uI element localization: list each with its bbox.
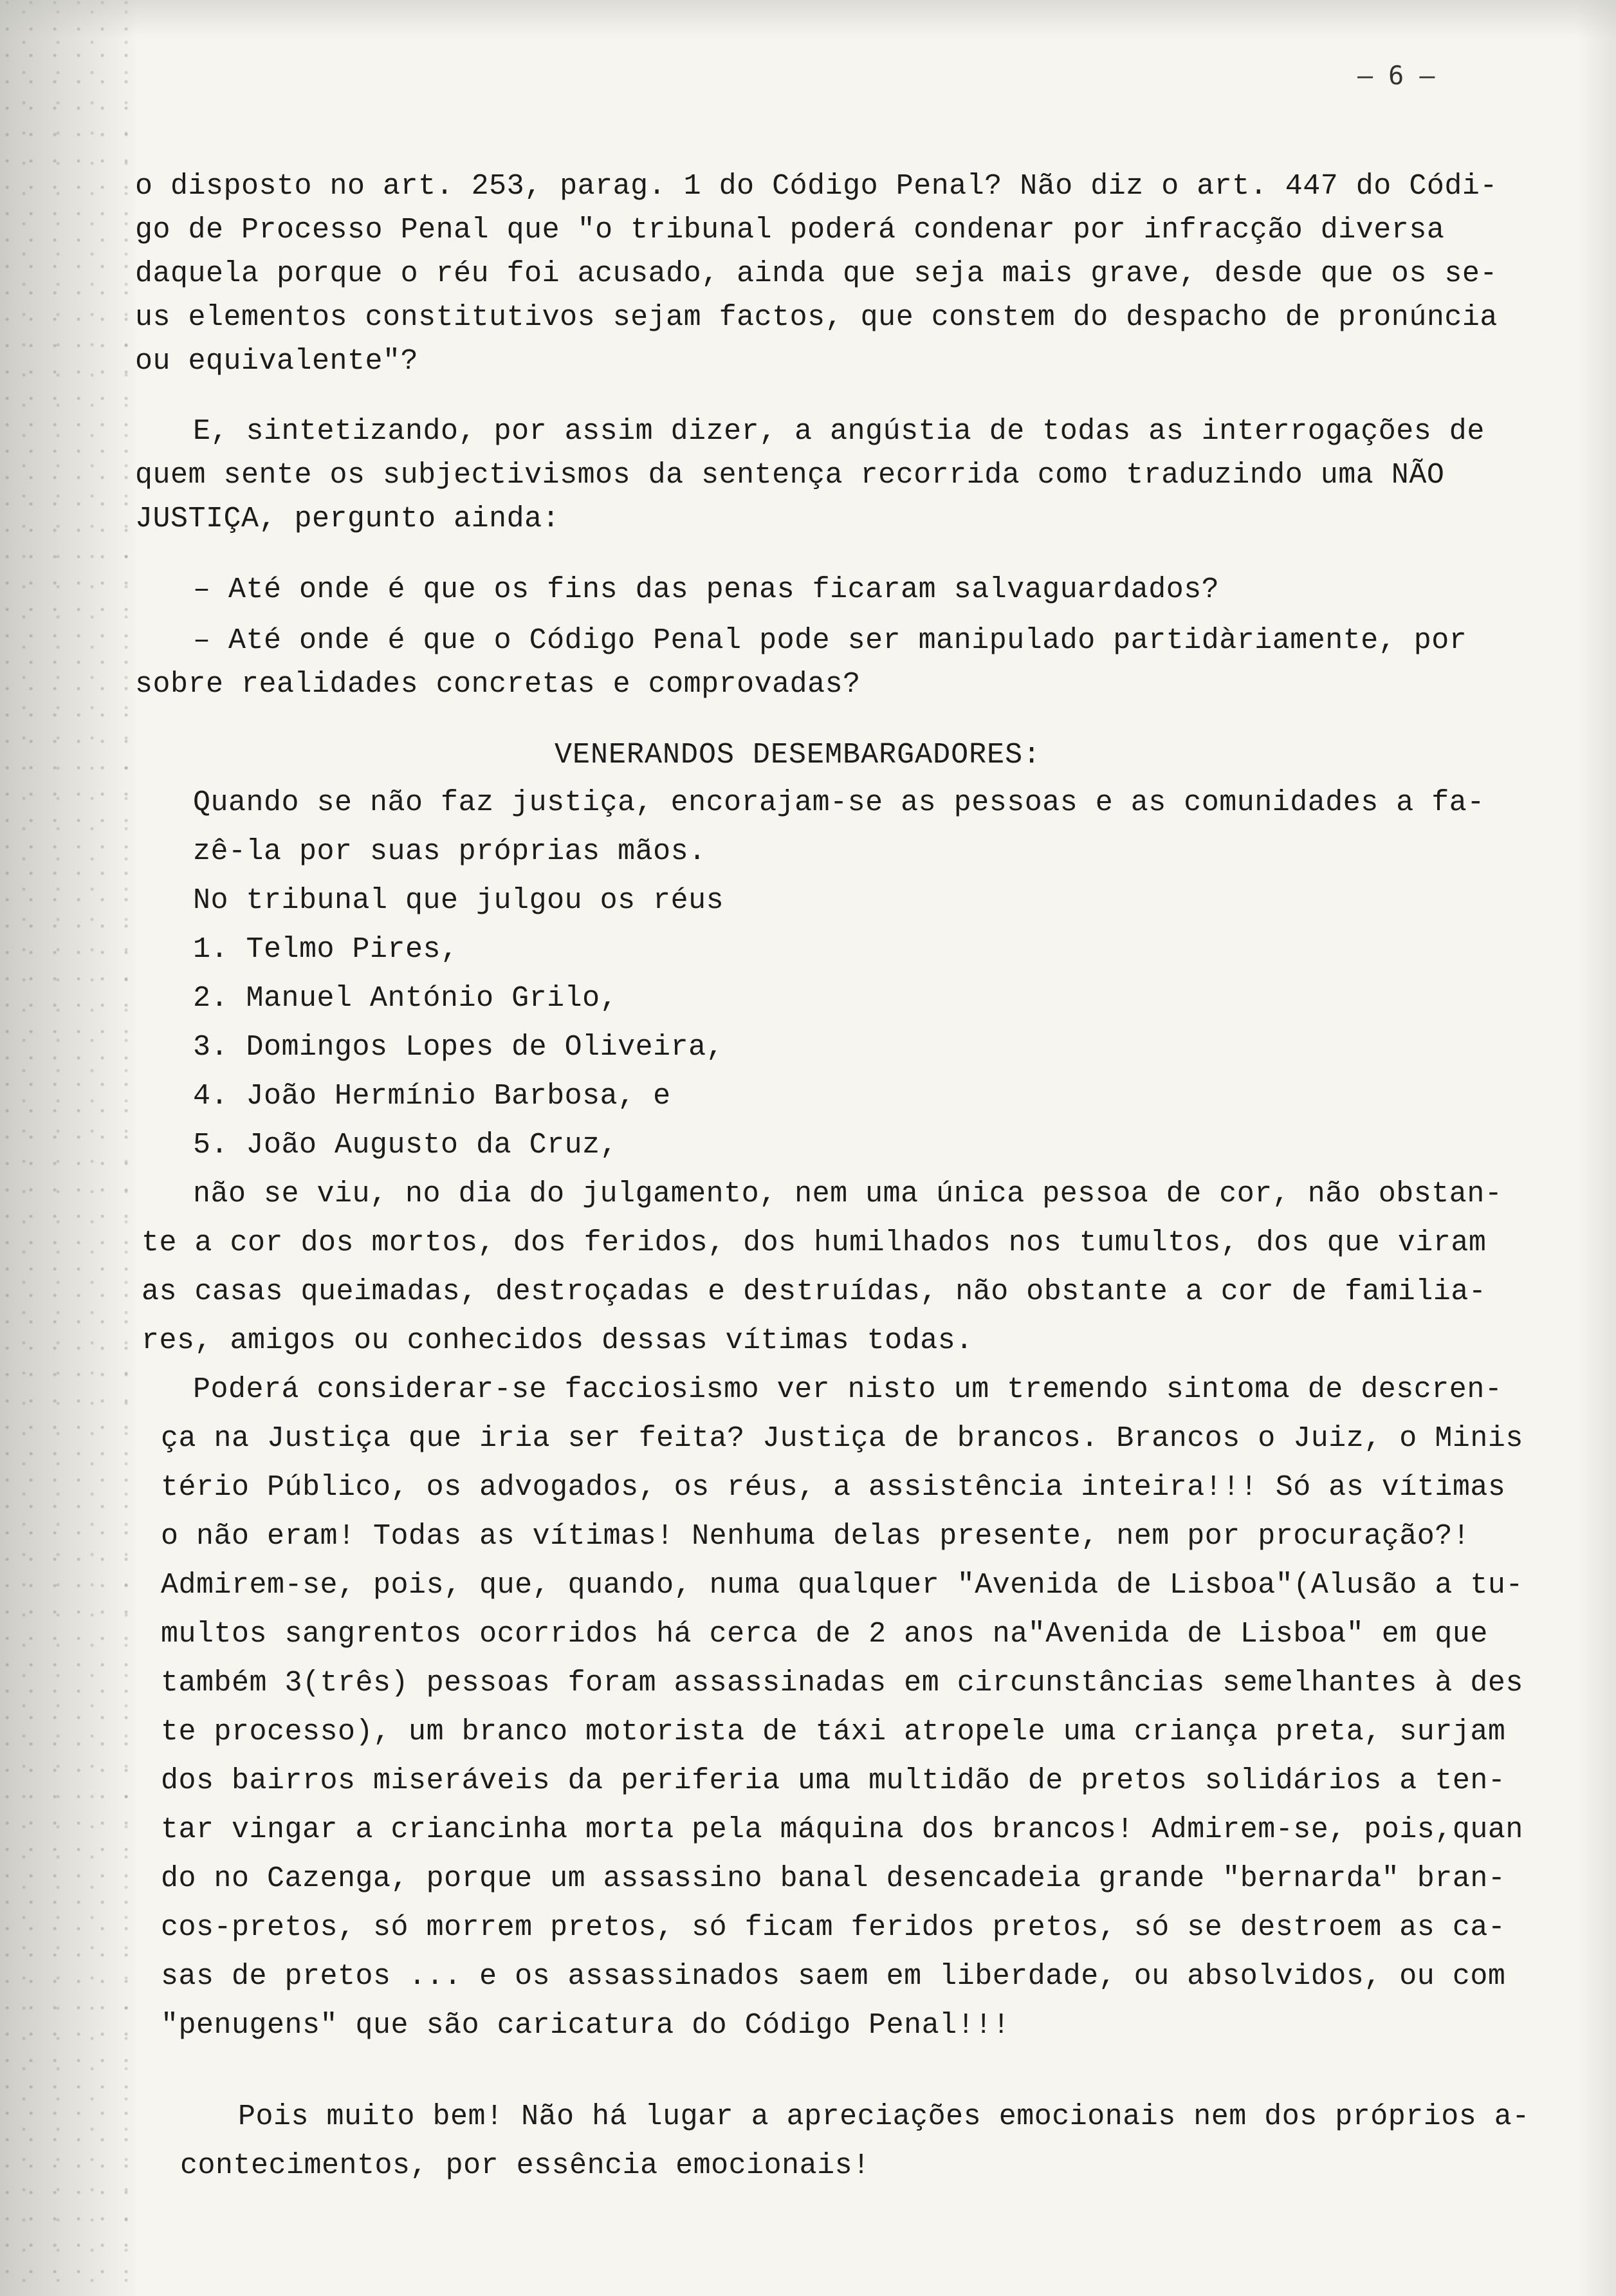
page-number: – 6 – xyxy=(1357,61,1435,91)
defendant-item: 3. Domingos Lopes de Oliveira, xyxy=(193,1031,724,1064)
text-line: te a cor dos mortos, dos feridos, dos humilhados nos tumultos, dos que viram xyxy=(142,1227,1487,1259)
text-line: No tribunal que julgou os réus xyxy=(193,884,724,917)
text-line: ou equivalente"? xyxy=(135,345,419,378)
text-line: contecimentos, por essência emocionais! xyxy=(180,2149,870,2182)
text-line: quem sente os subjectivismos da sentença recorrida como traduzindo uma NÃO xyxy=(135,459,1445,492)
text-line: dos bairros miseráveis da periferia uma multidão de pretos solidários a ten- xyxy=(161,1764,1506,1797)
question-item: – Até onde é que o Código Penal pode ser manipulado partidàriamente, por xyxy=(193,624,1467,657)
text-line: JUSTIÇA, pergunto ainda: xyxy=(135,503,560,535)
text-line: go de Processo Penal que "o tribunal poderá condenar por infracção diversa xyxy=(135,214,1445,246)
text-line: Poderá considerar-se facciosismo ver nisto um tremendo sintoma de descren- xyxy=(193,1373,1503,1406)
defendant-item: 5. João Augusto da Cruz, xyxy=(193,1129,618,1162)
text-line: Quando se não faz justiça, encorajam-se as pessoas e as comunidades a fa- xyxy=(193,786,1485,819)
text-line: do no Cazenga, porque um assassino banal desencadeia grande "bernarda" bran- xyxy=(161,1862,1506,1895)
text-line: res, amigos ou conhecidos dessas vítimas todas. xyxy=(142,1324,973,1357)
text-line: daquela porque o réu foi acusado, ainda que seja mais grave, desde que os se- xyxy=(135,257,1498,290)
defendant-item: 2. Manuel António Grilo, xyxy=(193,982,618,1015)
text-line: "penugens" que são caricatura do Código Penal!!! xyxy=(161,2009,1011,2042)
text-line: cos-pretos, só morrem pretos, só ficam feridos pretos, só se destroem as ca- xyxy=(161,1911,1506,1944)
text-line: não se viu, no dia do julgamento, nem uma única pessoa de cor, não obstan- xyxy=(193,1178,1503,1210)
text-line: o disposto no art. 253, parag. 1 do Código Penal? Não diz o art. 447 do Códi- xyxy=(135,170,1498,203)
text-line: multos sangrentos ocorridos há cerca de 2 anos na"Avenida de Lisboa" em que xyxy=(161,1618,1488,1651)
text-line: as casas queimadas, destroçadas e destruídas, não obstante a cor de familia- xyxy=(142,1275,1487,1308)
defendant-item: 1. Telmo Pires, xyxy=(193,933,459,966)
text-line: o não eram! Todas as vítimas! Nenhuma delas presente, nem por procuração?! xyxy=(161,1520,1471,1553)
text-line: E, sintetizando, por assim dizer, a angústia de todas as interrogações de xyxy=(193,415,1485,448)
text-line: zê-la por suas próprias mãos. xyxy=(193,835,706,868)
section-heading: VENERANDOS DESEMBARGADORES: xyxy=(555,739,1042,772)
text-line: sas de pretos ... e os assassinados saem em liberdade, ou absolvidos, ou com xyxy=(161,1960,1506,1993)
text-line: tério Público, os advogados, os réus, a assistência inteira!!! Só as vítimas xyxy=(161,1471,1506,1504)
text-line: Admirem-se, pois, que, quando, numa qualquer "Avenida de Lisboa"(Alusão a tu- xyxy=(161,1569,1523,1602)
text-line: também 3(três) pessoas foram assassinadas em circunstâncias semelhantes à des xyxy=(161,1667,1523,1699)
defendant-item: 4. João Hermínio Barbosa, e xyxy=(193,1080,671,1113)
text-line: tar vingar a criancinha morta pela máquina dos brancos! Admirem-se, pois,quan xyxy=(161,1813,1523,1846)
text-line: ça na Justiça que iria ser feita? Justiça de brancos. Brancos o Juiz, o Minis xyxy=(161,1422,1523,1455)
text-line: te processo), um branco motorista de táxi atropele uma criança preta, surjam xyxy=(161,1716,1506,1748)
question-item: – Até onde é que os fins das penas ficaram salvaguardados? xyxy=(193,573,1220,606)
text-line: Pois muito bem! Não há lugar a apreciações emocionais nem dos próprios a- xyxy=(238,2100,1530,2133)
text-line: sobre realidades concretas e comprovadas? xyxy=(135,668,861,701)
text-line: us elementos constitutivos sejam factos, que constem do despacho de pronúncia xyxy=(135,301,1498,334)
